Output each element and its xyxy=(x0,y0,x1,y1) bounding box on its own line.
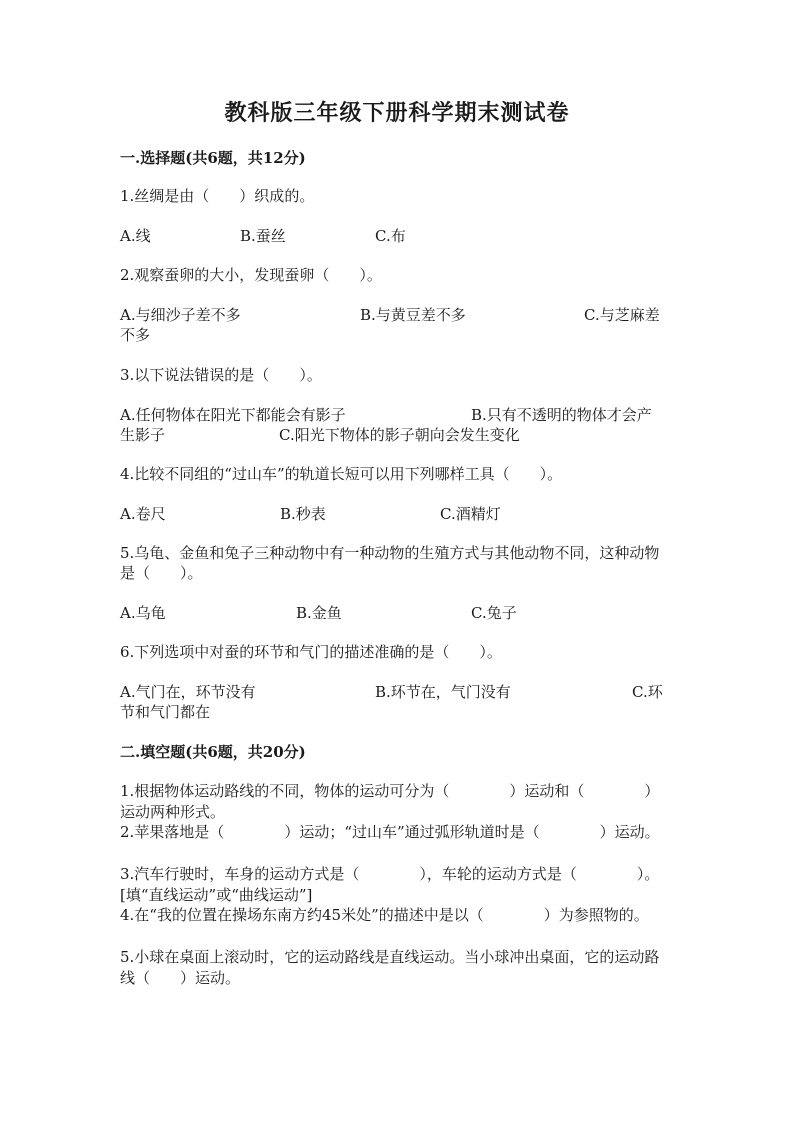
question-stem: 3.以下说法错误的是（ ）。 xyxy=(120,366,322,384)
option-b-wrap: 生影子 xyxy=(120,426,166,444)
option-c-wrap: 不多 xyxy=(120,326,151,344)
option-c: C.与芝麻差 xyxy=(584,306,660,324)
option-a: A.与细沙子差不多 xyxy=(120,306,241,324)
question-stem: 4.比较不同组的“过山车”的轨道长短可以用下列哪样工具（ ）。 xyxy=(120,465,563,483)
page-title: 教科版三年级下册科学期末测试卷 xyxy=(224,100,570,126)
fill-item: 1.根据物体运动路线的不同，物体的运动可分为（ ）运动和（ ）运动两种形式。 xyxy=(120,782,660,821)
question-stem: 2.观察蚕卵的大小，发现蚕卵（ ）。 xyxy=(120,266,382,284)
option-a: A.气门在，环节没有 xyxy=(120,683,256,701)
option-b: B.金鱼 xyxy=(296,604,342,622)
option-c: C.兔子 xyxy=(471,604,517,622)
option-a: A.卷尺 xyxy=(120,505,166,523)
option-b: B.只有不透明的物体才会产 xyxy=(471,406,652,424)
option-c: C.酒精灯 xyxy=(440,505,501,523)
question-stem: 6.下列选项中对蚕的环节和气门的描述准确的是（ ）。 xyxy=(120,643,502,661)
fill-item: 5.小球在桌面上滚动时，它的运动路线是直线运动。当小球冲出桌面，它的运动路线（ ）运动。 xyxy=(120,948,660,987)
option-b: B.秒表 xyxy=(280,505,326,523)
fill-item: 4.在“我的位置在操场东南方约45米处”的描述中是以（ ）为参照物的。 xyxy=(120,906,649,924)
option-b: B.环节在，气门没有 xyxy=(375,683,511,701)
question-stem: 5.乌龟、金鱼和兔子三种动物中有一种动物的生殖方式与其他动物不同，这种动物是（ ）。 xyxy=(120,544,660,582)
option-b: B.蚕丝 xyxy=(240,227,286,245)
option-b: B.与黄豆差不多 xyxy=(360,306,466,324)
section-heading-choice: 一.选择题(共6题，共12分) xyxy=(120,149,306,167)
question-stem: 1.丝绸是由（ ）织成的。 xyxy=(120,187,315,205)
fill-item: 3.汽车行驶时，车身的运动方式是（ ），车轮的运动方式是（ ）。[填“直线运动”或“曲线运动”] xyxy=(120,865,660,904)
option-c: C.阳光下物体的影子朝向会发生变化 xyxy=(279,426,520,444)
option-a: A.任何物体在阳光下都能会有影子 xyxy=(120,406,346,424)
option-c-wrap: 节和气门都在 xyxy=(120,703,211,721)
option-c: C.环 xyxy=(632,683,663,701)
fill-item: 2.苹果落地是（ ）运动；“过山车”通过弧形轨道时是（ ）运动。 xyxy=(120,823,660,841)
section-heading-fill: 二.填空题(共6题，共20分) xyxy=(120,743,306,761)
option-c: C.布 xyxy=(375,227,406,245)
option-a: A.乌龟 xyxy=(120,604,166,622)
option-a: A.线 xyxy=(120,227,151,245)
